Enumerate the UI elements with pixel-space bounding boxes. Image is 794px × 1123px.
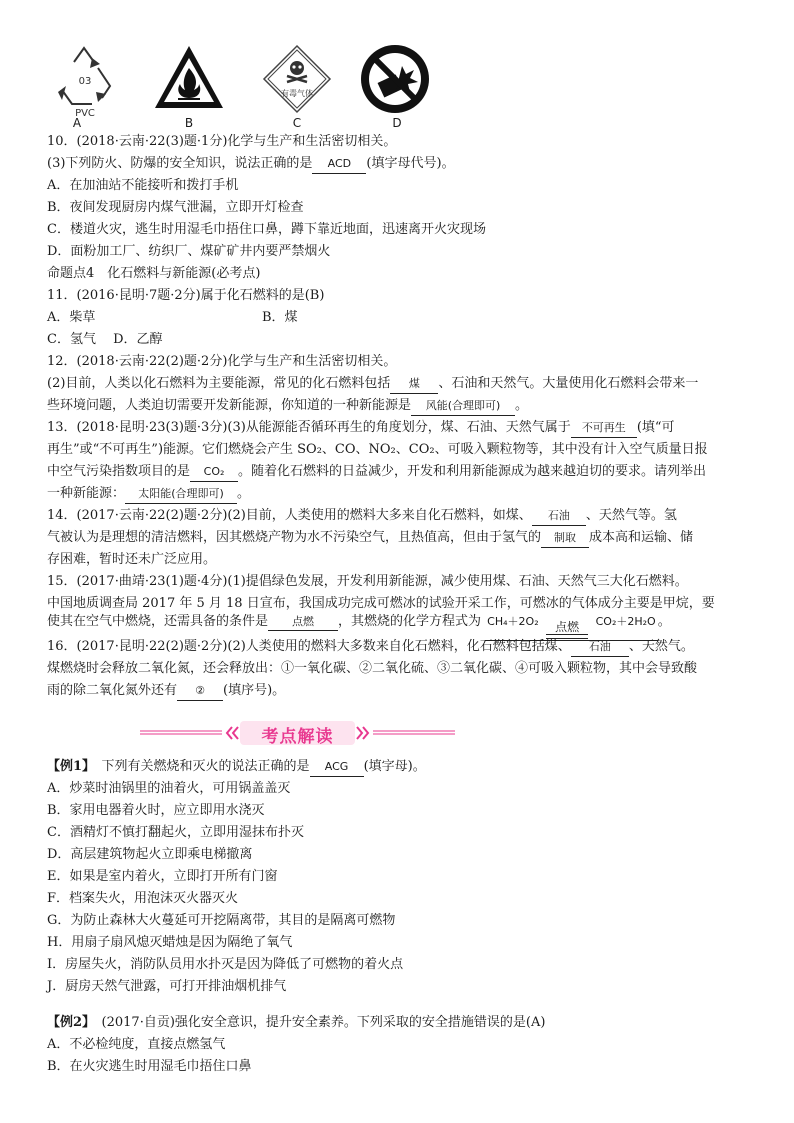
q13-line4: 一种新能源： 太阳能(合理即可) 。	[47, 485, 250, 504]
icon-label-b: B	[184, 116, 194, 130]
ex2-label: 【例2】	[47, 1015, 89, 1030]
ex1-option-i: I．房屋失火，消防队员用水扑灭是因为降低了可燃物的着火点	[47, 957, 404, 972]
q16-answer1: 石油	[571, 638, 629, 657]
q10-option-a: A．在加油站不能接听和拨打手机	[47, 178, 239, 193]
eq-left: CH₄＋2O₂	[487, 615, 539, 628]
toxic-gas-icon	[260, 42, 334, 120]
q12-line2: 些环境问题，人类迫切需要开发新能源，你知道的一种新能源是 风能(合理即可) 。	[47, 397, 528, 416]
q16-line1: 16．(2017·昆明·22(2)题·2分)(2)人类使用的燃料大多数来自化石燃料，化石燃料包括煤、 石油 、天然气。	[47, 638, 694, 657]
ex1-label: 【例1】	[47, 759, 89, 774]
q10-stem: (3)下列防火、防爆的安全知识，说法正确的是 ACD (填字母代号)。	[47, 155, 455, 174]
icon-label-d: D	[392, 116, 402, 130]
q13-line3: 中空气污染指数项目的是 CO₂ 。随着化石燃料的日益减少，开发和利用新能源成为越来越迫切的要求。请列举出	[47, 463, 706, 482]
ex1-option-d: D．高层建筑物起火立即乘电梯撤离	[47, 847, 253, 862]
ex1-answer: ACG	[310, 758, 364, 777]
q10-head: 10．(2018·云南·22(3)题·1分)化学与生产和生活密切相关。	[47, 134, 397, 149]
q10-answer: ACD	[312, 155, 366, 174]
q12-head: 12．(2018·云南·22(2)题·2分)化学与生产和生活密切相关。	[47, 354, 397, 369]
q13-answer3: 太阳能(合理即可)	[125, 485, 237, 504]
safety-icons-row	[48, 42, 448, 134]
q15-answer1: 点燃	[268, 614, 338, 631]
q16-answer2: ②	[177, 682, 223, 701]
icon-label-a: A	[72, 116, 82, 130]
ex1-option-j: J．厨房天然气泄露，可打开排油烟机排气	[47, 979, 287, 994]
recycle-material: PVC	[75, 108, 95, 116]
section-banner	[140, 718, 455, 748]
q13-line1: 13．(2018·昆明·23(3)题·3分)(3)从能源能否循环再生的角度划分，煤、石油、天然气属于 不可再生 (填“可	[47, 419, 675, 438]
q10-option-d: D．面粉加工厂、纺织厂、煤矿矿井内要严禁烟火	[47, 244, 331, 259]
q14-line3: 存困难，暂时还未广泛应用。	[47, 552, 217, 567]
q12-answer2: 风能(合理即可)	[411, 397, 515, 416]
q13-line2: 再生”或“不可再生”)能源。它们燃烧会产生 SO₂、CO、NO₂、CO₂、可吸入颗粒物等，其中没有计入空气质量日报	[47, 442, 708, 457]
ex1-head: 【例1】 下列有关燃烧和灭火的说法正确的是 ACG (填字母)。	[47, 758, 426, 777]
q14-answer1: 石油	[532, 507, 586, 526]
ex1-option-c: C．酒精灯不慎打翻起火，立即用湿抹布扑灭	[47, 825, 304, 840]
eq-right: CO₂＋2H₂O	[595, 615, 656, 628]
q13-answer2: CO₂	[190, 463, 238, 482]
toxic-sign-text: 有毒气体	[281, 89, 313, 98]
ex1-option-e: E．如果是室内着火，立即打开所有门窗	[47, 869, 278, 884]
q15-equation	[485, 614, 658, 641]
icon-label-c: C	[292, 116, 302, 130]
q14-line2: 气被认为是理想的清洁燃料，因其燃烧产物为水不污染空气，且热值高，但由于氢气的 制取 成本高和运输、储	[47, 529, 693, 548]
ex1-option-g: G．为防止森林大火蔓延可开挖隔离带，其目的是隔离可燃物	[47, 913, 396, 928]
ex2-option-a: A．不必检纯度，直接点燃氢气	[47, 1037, 226, 1052]
q16-line3: 雨的除二氧化氮外还有 ② (填序号)。	[47, 682, 285, 701]
ex2-option-b: B．在火灾逃生时用湿毛巾捂住口鼻	[47, 1059, 252, 1074]
q12-line1: (2)目前，人类以化石燃料为主要能源，常见的化石燃料包括 煤 、石油和天然气。大量使用化石燃料会带来一	[47, 375, 698, 394]
recycle-pvc-icon	[48, 42, 122, 120]
q13-answer1: 不可再生	[571, 419, 637, 438]
flammable-icon	[152, 42, 226, 120]
q11-option-a: A．柴草	[47, 310, 96, 325]
q14-answer2: 制取	[541, 529, 589, 548]
q16-line2: 煤燃烧时会释放二氧化氮，还会释放出：①一氧化碳、②二氧化硫、③二氧化碳、④可吸入颗粒物，其中会导致酸	[47, 661, 698, 676]
q15-line3: 使其在空气中燃烧，还需具备的条件是 点燃 ，其燃烧的化学方程式为 CH₄＋2O₂ 点燃 CO₂＋2H₂O 。	[47, 602, 671, 642]
q11-option-cd: C．氢气 D．乙醇	[47, 332, 163, 347]
ex1-option-a: A．炒菜时油锅里的油着火，可用锅盖盖灭	[47, 781, 291, 796]
q10-option-c: C．楼道火灾，逃生时用湿毛巾捂住口鼻，蹲下靠近地面，迅速离开火灾现场	[47, 222, 486, 237]
ex2-head: 【例2】 (2017·自贡)强化安全意识，提升安全素养。下列采取的安全措施错误的是(A)	[47, 1015, 546, 1030]
q11-head: 11．(2016·昆明·7题·2分)属于化石燃料的是(B)	[47, 288, 325, 303]
ex1-option-f: F．档案失火，用泡沫灭火器灭火	[47, 891, 239, 906]
recycle-code: 03	[78, 76, 92, 87]
ex1-option-b: B．家用电器着火时，应立即用水浇灭	[47, 803, 265, 818]
q15-line1: 15．(2017·曲靖·23(1)题·4分)(1)提倡绿色发展，开发利用新能源，减少使用煤、石油、天然气三大化石燃料。	[47, 574, 688, 589]
no-fireworks-icon	[358, 42, 432, 120]
q10-option-b: B．夜间发现厨房内煤气泄漏，立即开灯检查	[47, 200, 304, 215]
q11-option-b: B．煤	[262, 310, 298, 325]
ex1-option-h: H．用扇子扇风熄灭蜡烛是因为隔绝了氧气	[47, 935, 293, 950]
eq-condition-text: 点燃	[555, 620, 580, 634]
q12-answer1: 煤	[390, 375, 438, 394]
topic4-heading: 命题点4 化石燃料与新能源(必考点)	[47, 266, 261, 281]
banner-title: 考点解读	[261, 727, 334, 747]
q14-line1: 14．(2017·云南·22(2)题·2分)(2)目前，人类使用的燃料大多来自化石燃料，如煤、 石油 、天然气等。氢	[47, 507, 677, 526]
q15-line2: 中国地质调查局 2017 年 5 月 18 日宣布，我国成功完成可燃冰的试验开采工作，可燃冰的气体成分主要是甲烷，要	[47, 596, 715, 611]
